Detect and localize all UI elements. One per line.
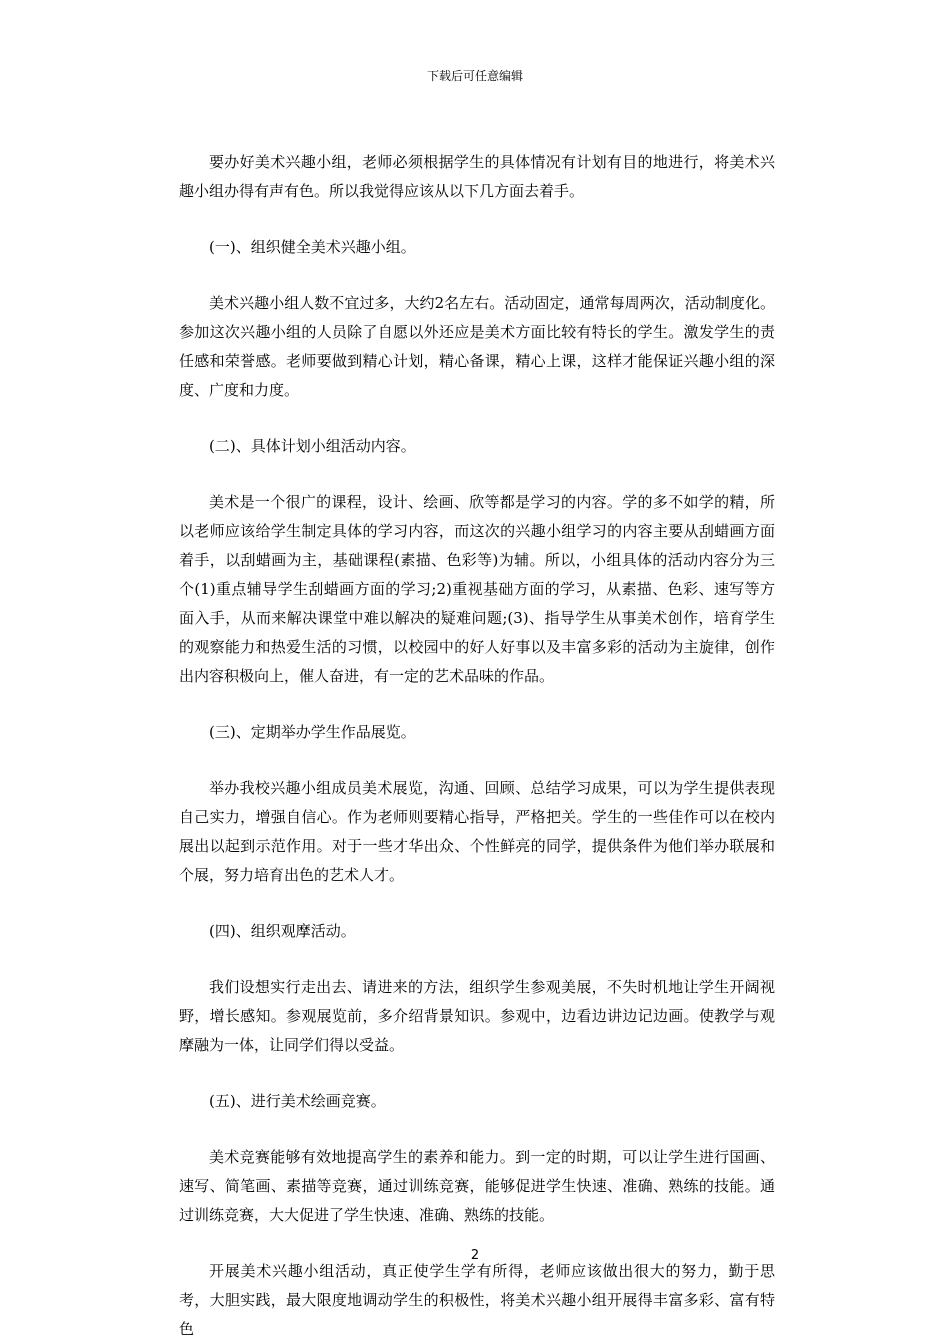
closing-paragraph: 开展美术兴趣小组活动，真正使学生学有所得，老师应该做出很大的努力，勤于思考，大胆实践，最大限度地调动学生的积极性，将美术兴趣小组开展得丰富多彩、富有特色	[179, 1262, 775, 1338]
section-1-paragraph: 美术兴趣小组人数不宜过多，大约2名左右。活动固定，通常每周两次，活动制度化。参加这次兴趣小组的人员除了自愿以外还应是美术方面比较有特长的学生。激发学生的责任感和荣誉感。老师要做到精心计划，精心备课，精心上课，这样才能保证兴趣小组的深度、广度和力度。	[179, 294, 775, 399]
section-heading-3: (三)、定期举办学生作品展览。	[209, 723, 416, 741]
section-heading-5: (五)、进行美术绘画竞赛。	[209, 1092, 386, 1110]
download-note: 下载后可任意编辑	[426, 69, 523, 83]
page-number: 2	[470, 1248, 480, 1263]
section-heading-2: (二)、具体计划小组活动内容。	[209, 437, 416, 455]
section-4-paragraph: 我们设想实行走出去、请进来的方法，组织学生参观美展，不失时机地让学生开阔视野，增长感知。参观展览前，多介绍背景知识。参观中，边看边讲边记边画。使教学与观摩融为一体，让同学们得以受益。	[179, 978, 775, 1054]
section-heading-4: (四)、组织观摩活动。	[209, 922, 356, 940]
section-heading-1: (一)、组织健全美术兴趣小组。	[209, 238, 416, 256]
section-3-paragraph: 举办我校兴趣小组成员美术展览，沟通、回顾、总结学习成果，可以为学生提供表现自己实力，增强自信心。作为老师则要精心指导，严格把关。学生的一些佳作可以在校内展出以起到示范作用。对于一些才华出众、个性鲜亮的同学，提供条件为他们举办联展和个展，努力培育出色的艺术人才。	[179, 779, 775, 884]
section-2-paragraph: 美术是一个很广的课程，设计、绘画、欣等都是学习的内容。学的多不如学的精，所以老师应该给学生制定具体的学习内容，而这次的兴趣小组学习的内容主要从刮蜡画方面着手，以刮蜡画为主，基础课程(素描、色彩等)为辅。所以，小组具体的活动内容分为三个(1)重点辅导学生刮蜡画方面的学习;2)重视基础方面的学习，从素描、色彩、速写等方面入手，从而来解决课堂中难以解决的疑难问题;(3)、指导学生从事美术创作，培育学生的观察能力和热爱生活的习惯，以校园中的好人好事以及丰富多彩的活动为主旋律，创作出内容积极向上，催人奋进，有一定的艺术品味的作品。	[179, 493, 775, 685]
document-body	[179, 148, 775, 1344]
intro-paragraph: 要办好美术兴趣小组，老师必须根据学生的具体情况有计划有目的地进行，将美术兴趣小组办得有声有色。所以我觉得应该从以下几方面去着手。	[179, 153, 775, 200]
section-5-paragraph: 美术竞赛能够有效地提高学生的素养和能力。到一定的时期，可以让学生进行国画、速写、简笔画、素描等竞赛，通过训练竞赛，能够促进学生快速、准确、熟练的技能。通过训练竞赛，大大促进了学生快速、准确、熟练的技能。	[179, 1148, 775, 1224]
